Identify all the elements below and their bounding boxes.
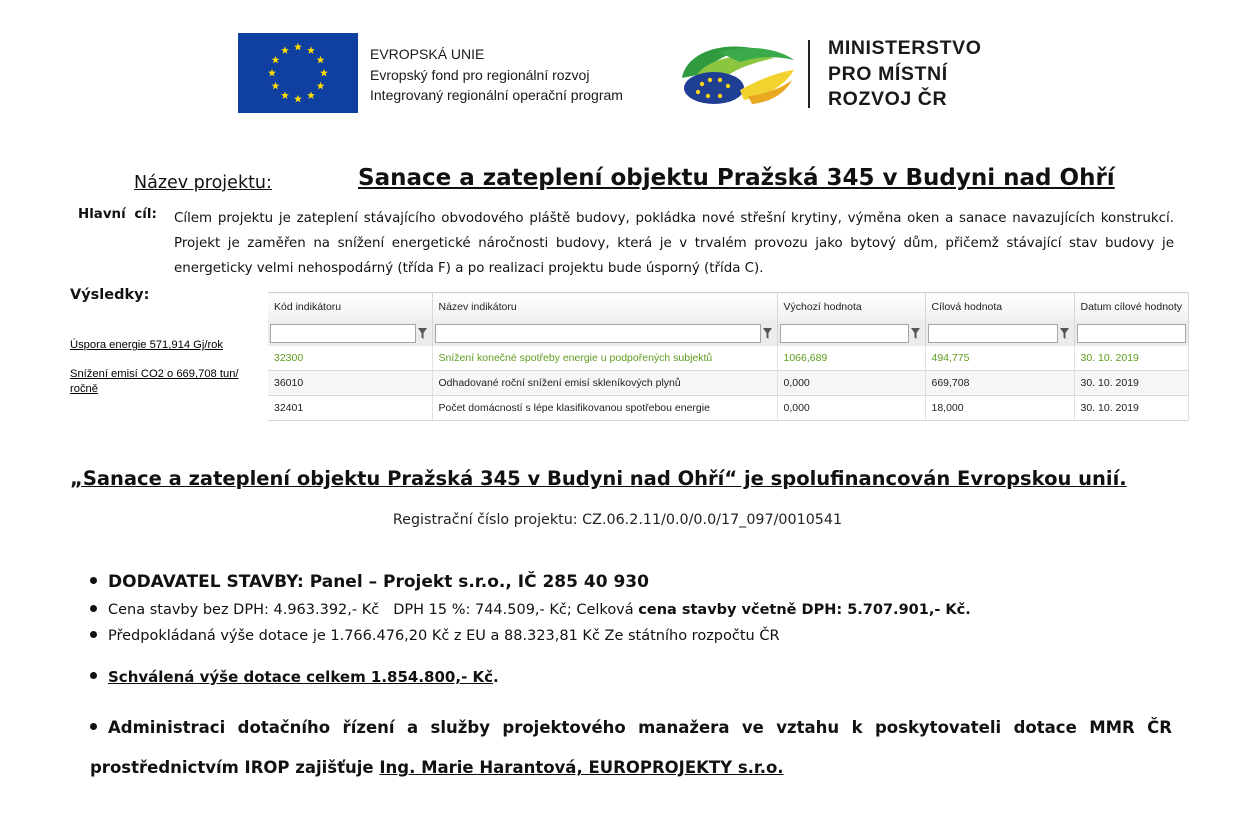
eu-star-icon — [307, 91, 315, 99]
eu-stars-icon — [238, 33, 358, 113]
cofinancing-period: . — [1119, 467, 1127, 490]
results-label: Výsledky: — [70, 287, 150, 303]
administrator-name: Ing. Marie Harantová, EUROPROJEKTY s.r.o. — [379, 758, 784, 777]
filter-cell — [1074, 321, 1188, 346]
registration-number: Registrační číslo projektu: CZ.06.2.11/0.0/0.0/17_097/0010541 — [392, 512, 843, 528]
ministry-logo-line: MINISTERSTVO — [828, 37, 982, 59]
main-goal-label: Hlavní cíl: — [78, 207, 157, 222]
eu-star-icon — [281, 46, 289, 54]
ministry-logo-line: ROZVOJ ČR — [828, 88, 948, 110]
table-row[interactable] — [268, 346, 1188, 371]
eu-star-icon — [320, 69, 328, 77]
column-header[interactable]: Výchozí hodnota — [777, 293, 925, 321]
filter-cell — [432, 321, 777, 346]
filter-icon[interactable] — [909, 324, 923, 343]
expected-subsidy-text: Předpokládaná výše dotace je 1.766.476,20 Kč z EU a 88.323,81 Kč Ze státního rozpočtu ČR — [108, 628, 780, 644]
eu-flag-logo — [238, 33, 358, 113]
bullet-icon — [90, 672, 97, 679]
eu-star-icon — [307, 46, 315, 54]
filter-input[interactable] — [1077, 324, 1186, 343]
main-goal-text: Cílem projektu je zateplení stávajícího obvodového pláště budovy, pokládka nové střešní krytiny, výměna oken a sanace navazujících konstrukcí. Projekt je zaměřen na snížení energetické náročnosti budovy, která je v trvalém provozu jako bytový dům, přičemž stávající stav budovy je energeticky velmi nehospodárný (třída F) a po realizaci projektu bude úsporný (třída C). — [174, 211, 1174, 276]
table-cell: 0,000 — [777, 396, 925, 421]
table-row[interactable] — [268, 396, 1188, 421]
eu-logo-line: EVROPSKÁ UNIE — [370, 46, 485, 62]
filter-input[interactable] — [928, 324, 1058, 343]
eu-star-icon — [271, 56, 279, 64]
bullet-icon — [90, 605, 97, 612]
table-cell: 32300 — [268, 346, 432, 371]
table-cell: 30. 10. 2019 — [1074, 396, 1188, 421]
result-energy-saving: Úspora energie 571,914 Gj/rok — [70, 339, 223, 351]
column-header[interactable]: Název indikátoru — [432, 293, 777, 321]
table-cell: Počet domácností s lépe klasifikovanou spotřebou energie — [432, 396, 777, 421]
eu-logo-text — [370, 44, 623, 106]
filter-icon[interactable] — [1058, 324, 1072, 343]
price-bullet — [90, 602, 971, 618]
indicators-table — [268, 292, 1189, 421]
table-cell: 30. 10. 2019 — [1074, 371, 1188, 396]
contractor-bullet — [90, 572, 649, 592]
filter-cell — [268, 321, 432, 346]
eu-star-icon — [268, 69, 276, 77]
eu-star-icon — [294, 95, 302, 103]
filter-input[interactable] — [780, 324, 909, 343]
column-header[interactable]: Kód indikátoru — [268, 293, 432, 321]
filter-cell — [777, 321, 925, 346]
contractor-text: DODAVATEL STAVBY: Panel – Projekt s.r.o., IČ 285 40 930 — [108, 572, 649, 592]
bullet-icon — [90, 723, 97, 730]
project-title-label: Název projektu: — [134, 173, 272, 193]
ministry-logo-line: PRO MÍSTNÍ — [828, 62, 948, 85]
table-cell: 669,708 — [925, 371, 1074, 396]
column-header[interactable]: Cílová hodnota — [925, 293, 1074, 321]
filter-cell — [925, 321, 1074, 346]
expected-subsidy-bullet — [90, 628, 780, 644]
approved-subsidy-bullet — [90, 668, 499, 686]
ministry-logo-text — [828, 36, 981, 113]
eu-star-icon — [281, 91, 289, 99]
price-without-vat: Cena stavby bez DPH: 4.963.392,- Kč — [108, 602, 380, 618]
eu-star-icon — [294, 43, 302, 51]
approved-subsidy-text: Schválená výše dotace celkem 1.854.800,- Kč — [108, 668, 494, 686]
price-vat: DPH 15 %: 744.509,- Kč; Celková — [393, 602, 634, 618]
bullet-icon — [90, 577, 97, 584]
result-emission-reduction: Snížení emisí CO2 o 669,708 tun/ ročně — [70, 368, 239, 395]
eu-star-icon — [317, 56, 325, 64]
column-header[interactable]: Datum cílové hodnoty — [1074, 293, 1188, 321]
table-cell: Odhadované roční snížení emisí skleníkových plynů — [432, 371, 777, 396]
table-cell: Snížení konečné spotřeby energie u podpořených subjektů — [432, 346, 777, 371]
table-cell: 0,000 — [777, 371, 925, 396]
table-cell: 494,775 — [925, 346, 1074, 371]
eu-star-icon — [317, 82, 325, 90]
table-cell: 36010 — [268, 371, 432, 396]
administration-text: Administraci dotačního řízení a služby projektového manažera ve vztahu k poskytovateli dotace MMR ČR prostřednictvím IROP zajišťuje — [90, 718, 1172, 777]
filter-icon[interactable] — [761, 324, 775, 343]
table-header-row — [268, 293, 1188, 321]
logo-divider — [808, 40, 810, 108]
ministry-logo-icon — [678, 40, 796, 108]
price-total: cena stavby včetně DPH: 5.707.901,- Kč. — [638, 602, 971, 618]
eu-logo-line: Integrovaný regionální operační program — [370, 87, 623, 103]
cofinancing-text: „Sanace a zateplení objektu Pražská 345 v Budyni nad Ohří“ je spolufinancován Evropskou unií — [70, 467, 1120, 490]
bullet-icon — [90, 631, 97, 638]
table-cell: 30. 10. 2019 — [1074, 346, 1188, 371]
project-title: Sanace a zateplení objektu Pražská 345 v Budyni nad Ohří — [358, 165, 1115, 191]
filter-icon[interactable] — [416, 324, 430, 343]
filter-input[interactable] — [270, 324, 416, 343]
filter-input[interactable] — [435, 324, 761, 343]
eu-star-icon — [271, 82, 279, 90]
table-cell: 1066,689 — [777, 346, 925, 371]
administration-bullet — [90, 708, 1172, 788]
eu-logo-line: Evropský fond pro regionální rozvoj — [370, 66, 590, 83]
approved-subsidy-period: . — [493, 668, 499, 686]
table-row[interactable] — [268, 371, 1188, 396]
filter-row — [268, 321, 1188, 346]
cofinancing-statement — [70, 467, 1127, 490]
table-cell: 32401 — [268, 396, 432, 421]
table-cell: 18,000 — [925, 396, 1074, 421]
